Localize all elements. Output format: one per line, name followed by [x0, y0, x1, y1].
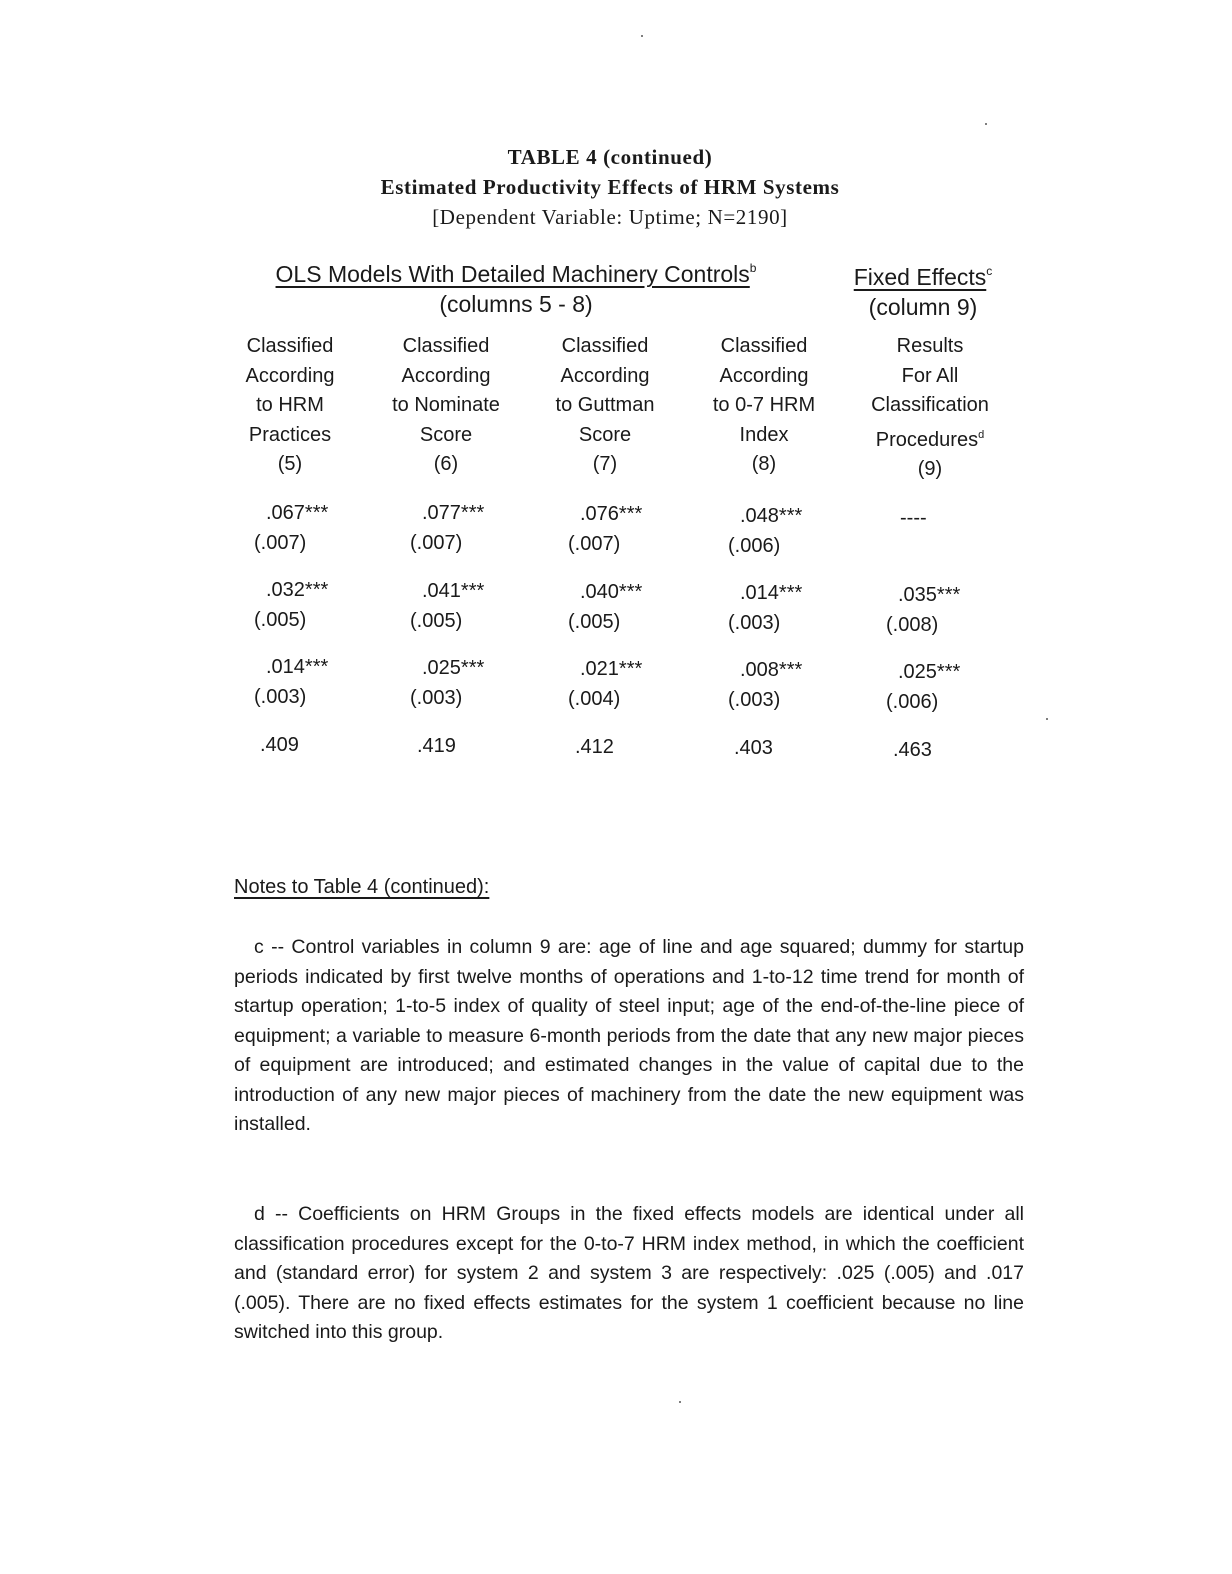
- col7-line2: According: [560, 364, 650, 387]
- table-cell: [886, 657, 1016, 717]
- note-d: [234, 1200, 1024, 1348]
- standard-error: (.004): [568, 688, 621, 710]
- col8-number: (8): [751, 453, 777, 475]
- coefficient: .014***: [266, 656, 329, 678]
- table-cell: [722, 733, 852, 763]
- coefficient: .025***: [898, 661, 961, 683]
- column-header-9: [850, 332, 1010, 485]
- scan-speck: [679, 1401, 681, 1403]
- standard-error: (.007): [568, 533, 621, 555]
- coefficient: .014***: [740, 582, 803, 604]
- table-cell: [568, 577, 698, 637]
- col9-line3: Classification: [871, 394, 989, 416]
- note-d-text: d -- Coefficients on HRM Groups in the fixed effects models are identical under all classification procedures except for the 0-to-7 HRM index method, in which the coefficient and (standard error) for system 2 and system 3 are respectively: .025 (.005) and .017 (.005). There are no fixed effects estimates for the system 1 coefficient because no line switched into this group.: [234, 1203, 1024, 1343]
- coefficient: .076***: [580, 503, 643, 525]
- standard-error: (.007): [410, 532, 463, 554]
- col6-number: (6): [433, 453, 459, 475]
- scan-speck: [985, 123, 987, 125]
- table-cell: [254, 652, 384, 712]
- column-header-8: [684, 332, 844, 480]
- table-title-block: [300, 142, 920, 232]
- table-cell: [410, 498, 540, 558]
- column-header-7: [525, 332, 685, 480]
- col9-number: (9): [917, 458, 943, 480]
- table-cell: [881, 735, 1011, 765]
- coefficient: .041***: [422, 580, 485, 602]
- col5-line2: According: [245, 364, 335, 387]
- table-cell: [888, 503, 1018, 533]
- table-cell: [568, 654, 698, 714]
- coefficient: .409: [260, 734, 299, 756]
- coefficient: .021***: [580, 658, 643, 680]
- notes-heading: Notes to Table 4 (continued):: [234, 876, 490, 898]
- standard-error: (.005): [410, 610, 463, 632]
- ols-group-sub: (columns 5 - 8): [439, 291, 593, 317]
- standard-error: (.007): [254, 532, 307, 554]
- col8-line1: Classified: [720, 335, 808, 357]
- ols-group-header: [236, 253, 796, 319]
- table-cell: [728, 655, 858, 715]
- table-title: TABLE 4 (continued): [507, 145, 713, 169]
- standard-error: (.006): [728, 535, 781, 557]
- standard-error: (.006): [886, 691, 939, 713]
- coefficient: .077***: [422, 502, 485, 524]
- fixed-effects-group-header: [818, 256, 1028, 322]
- col9-line2: For All: [901, 364, 959, 387]
- col5-line1: Classified: [246, 335, 334, 357]
- table-cell: [254, 575, 384, 635]
- col6-line1: Classified: [402, 335, 490, 357]
- table-cell: [410, 576, 540, 636]
- coefficient: .035***: [898, 584, 961, 606]
- col6-line2: According: [401, 364, 491, 387]
- standard-error: (.003): [728, 612, 781, 634]
- standard-error: (.005): [568, 611, 621, 633]
- coefficient: .032***: [266, 579, 329, 601]
- fixed-effects-sub: (column 9): [868, 294, 978, 320]
- table-cell: [254, 498, 384, 558]
- coefficient: .403: [734, 737, 773, 759]
- table-cell: [563, 732, 693, 762]
- table-subtitle: Estimated Productivity Effects of HRM Systems: [380, 175, 840, 199]
- fixed-effects-footnote-mark: c: [986, 264, 993, 278]
- column-header-6: [366, 332, 526, 480]
- standard-error: (.008): [886, 614, 939, 636]
- standard-error: (.003): [728, 689, 781, 711]
- ols-footnote-mark: b: [749, 261, 757, 275]
- standard-error: (.003): [254, 686, 307, 708]
- col7-number: (7): [592, 453, 618, 475]
- col7-line1: Classified: [561, 335, 649, 357]
- table-cell: [568, 499, 698, 559]
- col5-line3: to HRM: [256, 394, 324, 416]
- column-header-5: [210, 332, 370, 480]
- table-cell: [728, 501, 858, 561]
- col8-line2: According: [719, 364, 809, 387]
- standard-error: (.005): [254, 609, 307, 631]
- coefficient: .025***: [422, 657, 485, 679]
- col8-line3: to 0-7 HRM: [712, 394, 816, 416]
- table-dependent-variable: [Dependent Variable: Uptime; N=2190]: [432, 205, 788, 229]
- col6-line3: to Nominate: [392, 394, 500, 416]
- coefficient: .040***: [580, 581, 643, 603]
- coefficient: .048***: [740, 505, 803, 527]
- scan-speck: [641, 35, 643, 37]
- col6-line4: Score: [419, 423, 473, 446]
- col7-line3: to Guttman: [555, 394, 655, 416]
- coefficient: .008***: [740, 659, 803, 681]
- fixed-effects-label: Fixed Effects: [853, 264, 987, 290]
- note-c-text: c -- Control variables in column 9 are: age of line and age squared; dummy for startup periods indicated by first twelve months of operations and 1-to-12 time trend for month of startup operation; 1-to-5 index of quality of steel input; age of the end-of-the-line piece of equipment; a variable to measure 6-month periods from the date that any new major pieces of equipment are introduced; and estimated changes in the value of capital due to the introduction of any new major pieces of machinery from the date the new equipment was installed.: [234, 936, 1024, 1135]
- standard-error: (.003): [410, 687, 463, 709]
- coefficient: ----: [900, 507, 927, 529]
- coefficient: .412: [575, 736, 614, 758]
- coefficient: .463: [893, 739, 932, 761]
- table-cell: [405, 731, 535, 761]
- ols-group-label: OLS Models With Detailed Machinery Controls: [275, 261, 750, 287]
- table-cell: [410, 653, 540, 713]
- col9-line1: Results: [896, 335, 964, 357]
- col9-line4: [850, 421, 1010, 456]
- col9-line4-text: Procedures: [875, 428, 979, 451]
- table-cell: [728, 578, 858, 638]
- col7-line4: Score: [578, 423, 632, 446]
- coefficient: .067***: [266, 502, 329, 524]
- table-cell: [886, 580, 1016, 640]
- coefficient: .419: [417, 735, 456, 757]
- col8-line4: Index: [739, 423, 789, 446]
- col5-line4: Practices: [248, 423, 332, 446]
- col5-number: (5): [277, 453, 303, 475]
- col9-footnote-mark: d: [978, 428, 985, 441]
- note-c: [234, 933, 1024, 1140]
- table-cell: [248, 730, 378, 760]
- scan-speck: [1046, 718, 1048, 720]
